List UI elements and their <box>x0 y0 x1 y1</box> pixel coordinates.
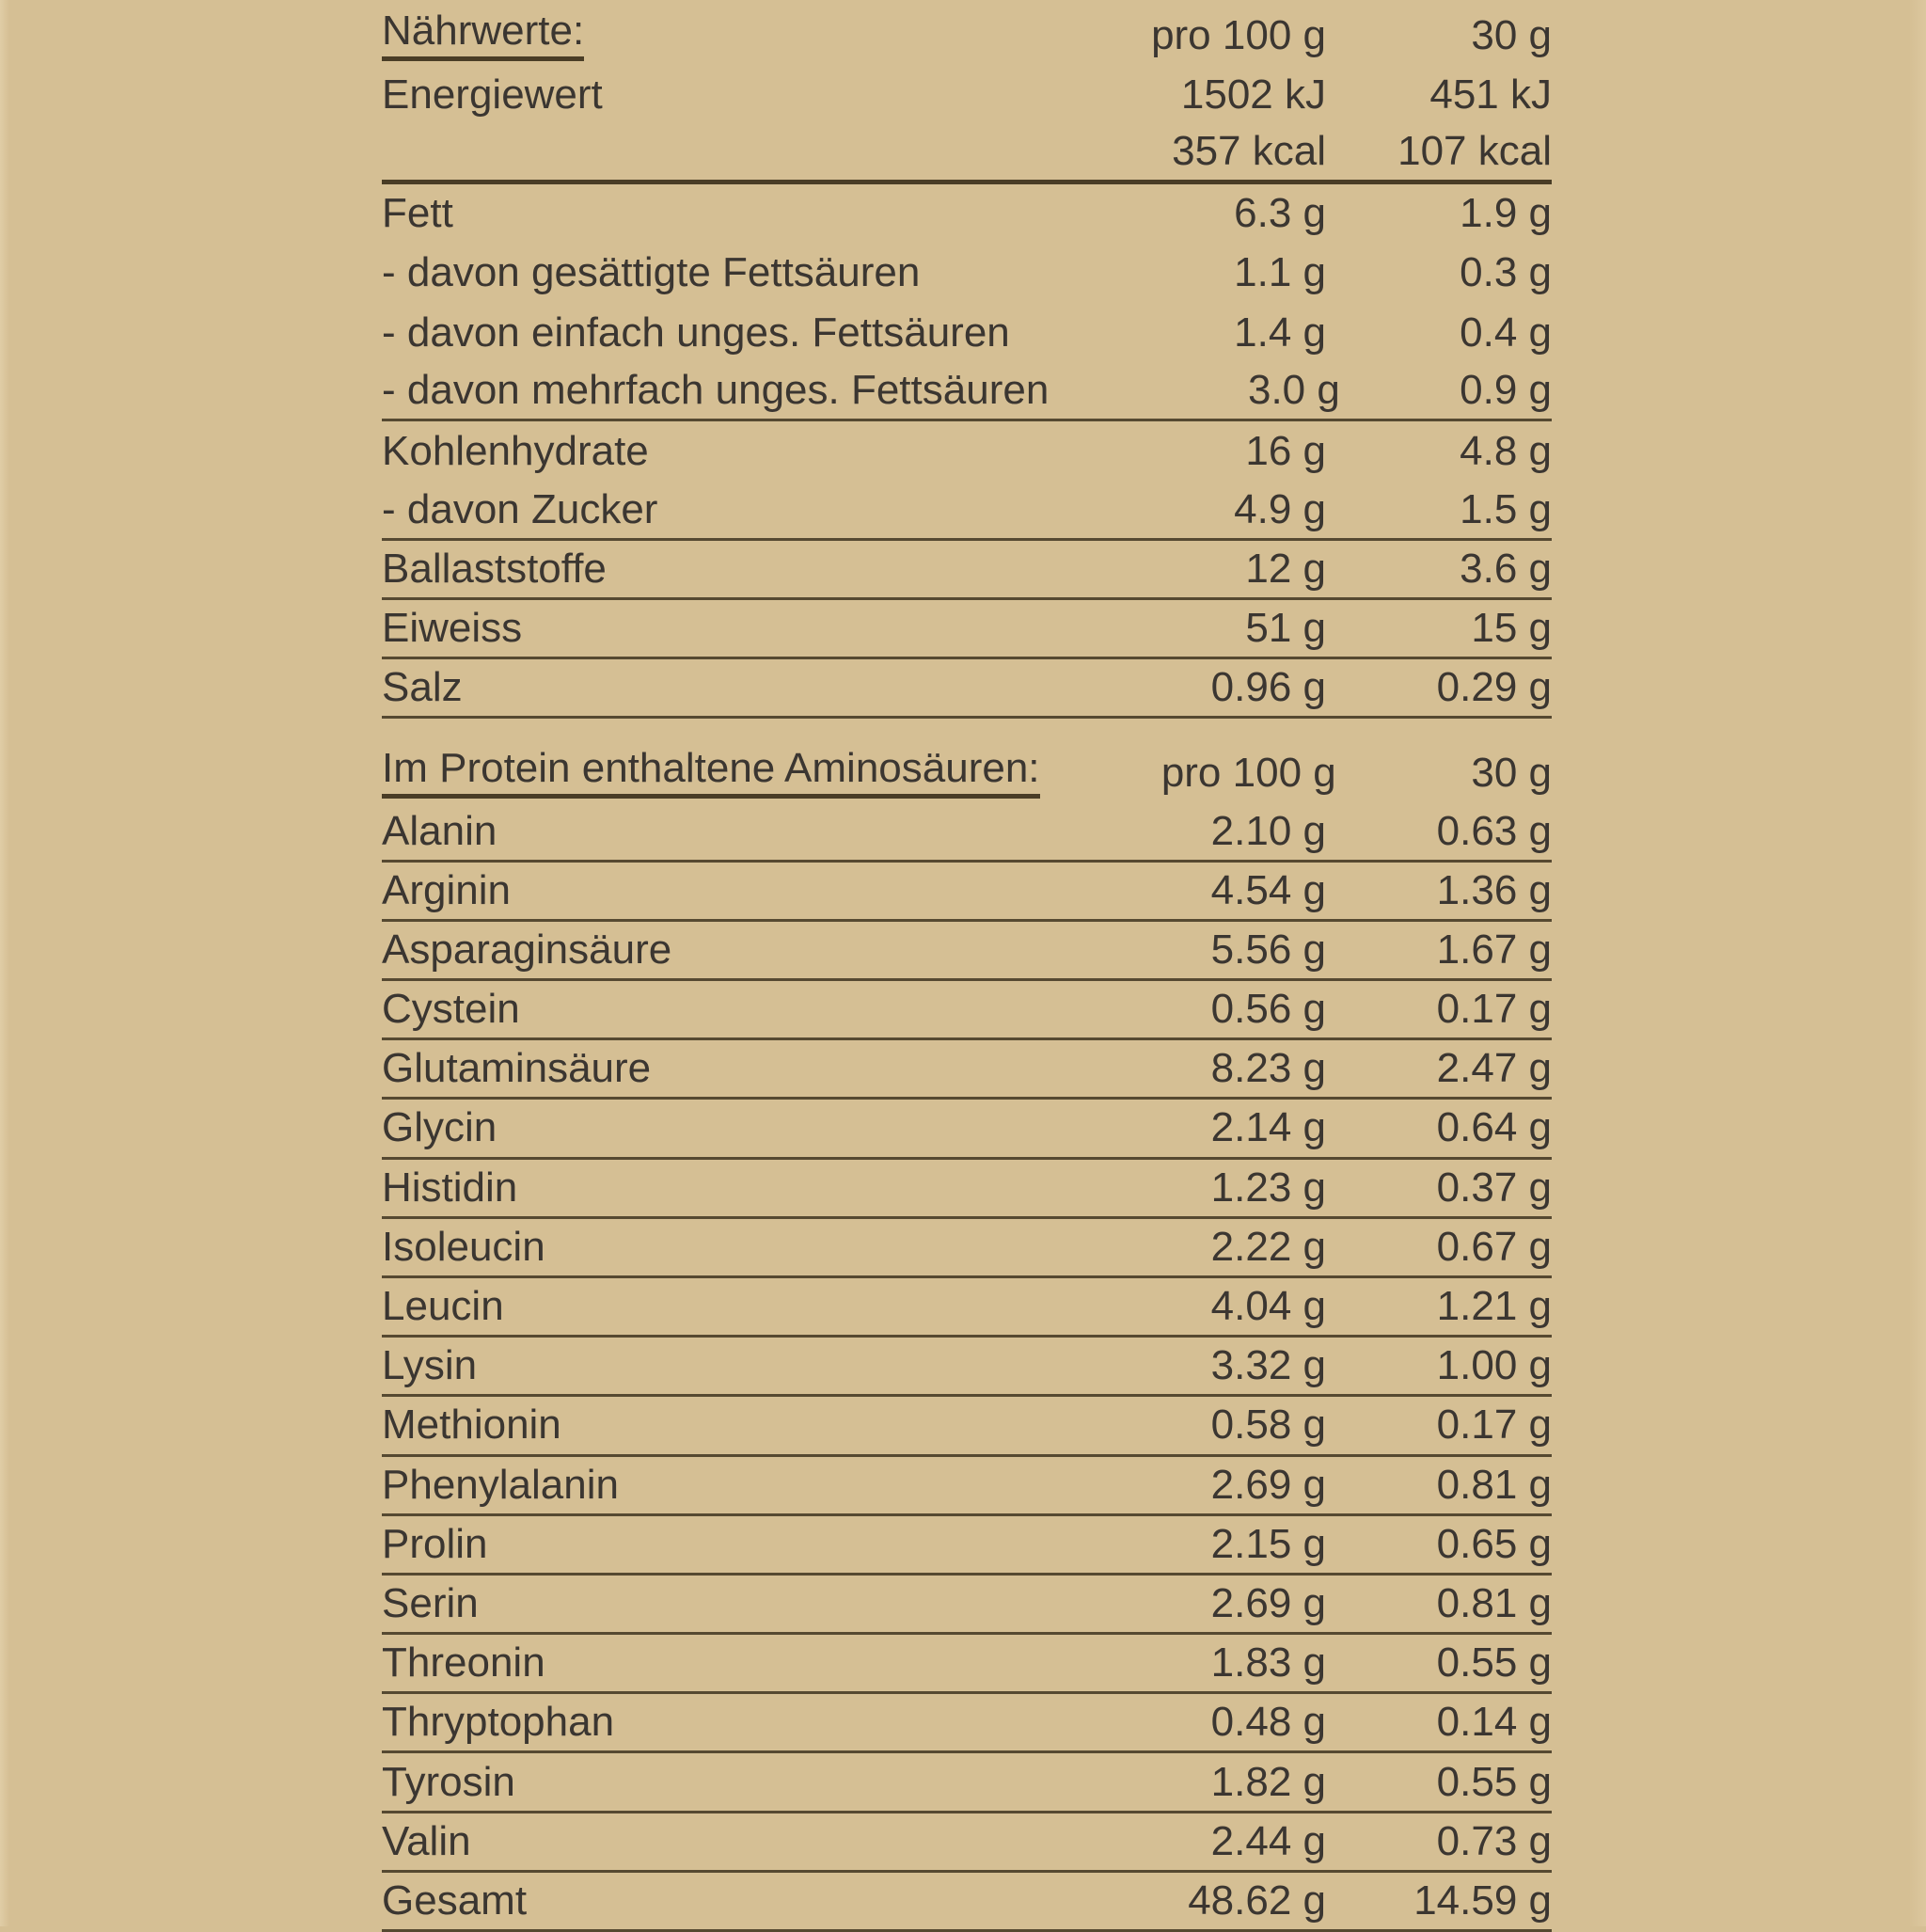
col-header-serving: 30 g <box>1326 15 1552 56</box>
value-per-100g: 2.14 g <box>1016 1107 1326 1148</box>
table-row <box>382 362 1552 421</box>
value-per-100g: 0.58 g <box>1016 1404 1326 1446</box>
value-per-100g: 48.62 g <box>1016 1880 1326 1922</box>
value-per-30g: 107 kcal <box>1326 131 1552 172</box>
table-row <box>382 65 1552 124</box>
section-title <box>382 10 1016 61</box>
row-label: Glutaminsäure <box>382 1048 1016 1089</box>
table-row <box>382 1100 1552 1159</box>
value-per-30g: 1.21 g <box>1326 1286 1552 1327</box>
row-label: Serin <box>382 1583 1016 1624</box>
value-per-100g: 51 g <box>1016 608 1326 649</box>
value-per-30g: 0.17 g <box>1326 1404 1552 1446</box>
value-per-100g: 4.04 g <box>1016 1286 1326 1327</box>
row-label: Energiewert <box>382 74 1016 116</box>
row-label: Ballaststoffe <box>382 548 1016 590</box>
table-row <box>382 981 1552 1040</box>
value-per-30g: 15 g <box>1326 608 1552 649</box>
value-per-30g: 2.47 g <box>1326 1048 1552 1089</box>
value-per-100g: 6.3 g <box>1016 193 1326 234</box>
value-per-100g: 357 kcal <box>1016 131 1326 172</box>
value-per-30g: 0.3 g <box>1326 252 1552 293</box>
row-label: Methionin <box>382 1404 1016 1446</box>
value-per-100g: 0.48 g <box>1016 1702 1326 1743</box>
row-label: Fett <box>382 193 1016 234</box>
value-per-100g: 3.0 g <box>1049 370 1340 411</box>
row-label: - davon einfach unges. Fettsäuren <box>382 312 1016 354</box>
col-header-serving: 30 g <box>1336 752 1552 794</box>
value-per-100g: 2.10 g <box>1016 811 1326 852</box>
value-per-30g: 0.67 g <box>1326 1227 1552 1268</box>
table-row <box>382 1576 1552 1635</box>
row-label: Histidin <box>382 1167 1016 1209</box>
row-label: - davon mehrfach unges. Fettsäuren <box>382 370 1049 411</box>
value-per-30g: 0.29 g <box>1326 667 1552 708</box>
value-per-100g: 0.96 g <box>1016 667 1326 708</box>
value-per-100g: 2.15 g <box>1016 1524 1326 1565</box>
row-label: - davon gesättigte Fettsäuren <box>382 252 1016 293</box>
table-row <box>382 1338 1552 1397</box>
table-row <box>382 1873 1552 1932</box>
row-label: Leucin <box>382 1286 1016 1327</box>
section-gap <box>382 719 1552 743</box>
col-header-per-100g: pro 100 g <box>1040 752 1336 794</box>
table-row <box>382 1219 1552 1278</box>
value-per-30g: 0.65 g <box>1326 1524 1552 1565</box>
value-per-100g: 1.82 g <box>1016 1762 1326 1803</box>
value-per-100g: 2.44 g <box>1016 1821 1326 1862</box>
table-row <box>382 184 1552 244</box>
value-per-100g: 4.9 g <box>1016 489 1326 531</box>
row-label: Kohlenhydrate <box>382 431 1016 472</box>
value-per-100g: 2.22 g <box>1016 1227 1326 1268</box>
table-row <box>382 541 1552 600</box>
row-label: Thryptophan <box>382 1702 1016 1743</box>
table-row <box>382 124 1552 183</box>
value-per-100g: 0.56 g <box>1016 989 1326 1030</box>
row-label: Cystein <box>382 989 1016 1030</box>
table-row <box>382 659 1552 719</box>
section-title <box>382 748 1040 799</box>
row-label: Prolin <box>382 1524 1016 1565</box>
section-header-row <box>382 6 1552 65</box>
row-label: Alanin <box>382 811 1016 852</box>
table-row <box>382 1635 1552 1694</box>
row-label: Salz <box>382 667 1016 708</box>
table-row <box>382 863 1552 922</box>
table-row <box>382 1040 1552 1100</box>
table-row <box>382 1813 1552 1873</box>
col-header-per-100g: pro 100 g <box>1016 15 1326 56</box>
table-row <box>382 1753 1552 1813</box>
table-row <box>382 1516 1552 1576</box>
value-per-30g: 3.6 g <box>1326 548 1552 590</box>
value-per-30g: 451 kJ <box>1326 74 1552 116</box>
value-per-100g: 5.56 g <box>1016 929 1326 971</box>
table-row <box>382 802 1552 862</box>
value-per-100g: 1.23 g <box>1016 1167 1326 1209</box>
table-row <box>382 1397 1552 1456</box>
row-label: Phenylalanin <box>382 1465 1016 1506</box>
value-per-30g: 4.8 g <box>1326 431 1552 472</box>
value-per-30g: 0.9 g <box>1340 370 1552 411</box>
table-row <box>382 482 1552 541</box>
value-per-100g: 1.83 g <box>1016 1642 1326 1684</box>
value-per-100g: 2.69 g <box>1016 1465 1326 1506</box>
row-label: - davon Zucker <box>382 489 1016 531</box>
row-label: Arginin <box>382 870 1016 911</box>
value-per-100g: 4.54 g <box>1016 870 1326 911</box>
nutrition-table <box>382 6 1552 1932</box>
value-per-30g: 0.73 g <box>1326 1821 1552 1862</box>
section-header-row <box>382 743 1552 802</box>
value-per-100g: 16 g <box>1016 431 1326 472</box>
value-per-30g: 1.00 g <box>1326 1345 1552 1386</box>
value-per-30g: 0.81 g <box>1326 1465 1552 1506</box>
value-per-30g: 0.17 g <box>1326 989 1552 1030</box>
row-label: Eiweiss <box>382 608 1016 649</box>
value-per-30g: 0.55 g <box>1326 1642 1552 1684</box>
table-row <box>382 421 1552 481</box>
value-per-30g: 1.36 g <box>1326 870 1552 911</box>
value-per-100g: 1.1 g <box>1016 252 1326 293</box>
value-per-30g: 0.63 g <box>1326 811 1552 852</box>
table-row <box>382 1694 1552 1753</box>
value-per-100g: 1502 kJ <box>1016 74 1326 116</box>
row-label: Lysin <box>382 1345 1016 1386</box>
value-per-30g: 0.14 g <box>1326 1702 1552 1743</box>
row-label: Tyrosin <box>382 1762 1016 1803</box>
table-row <box>382 1160 1552 1219</box>
section-title-text: Nährwerte: <box>382 10 584 61</box>
table-row <box>382 922 1552 981</box>
table-row <box>382 1457 1552 1516</box>
value-per-30g: 1.67 g <box>1326 929 1552 971</box>
value-per-30g: 0.55 g <box>1326 1762 1552 1803</box>
row-label: Valin <box>382 1821 1016 1862</box>
row-label: Threonin <box>382 1642 1016 1684</box>
row-label: Isoleucin <box>382 1227 1016 1268</box>
table-row <box>382 1278 1552 1338</box>
table-row <box>382 303 1552 362</box>
value-per-30g: 0.64 g <box>1326 1107 1552 1148</box>
value-per-30g: 1.9 g <box>1326 193 1552 234</box>
row-label: Gesamt <box>382 1880 1016 1922</box>
value-per-100g: 8.23 g <box>1016 1048 1326 1089</box>
value-per-30g: 0.37 g <box>1326 1167 1552 1209</box>
value-per-100g: 2.69 g <box>1016 1583 1326 1624</box>
row-label: Glycin <box>382 1107 1016 1148</box>
section-title-text: Im Protein enthaltene Aminosäuren: <box>382 748 1040 799</box>
value-per-30g: 0.4 g <box>1326 312 1552 354</box>
value-per-30g: 0.81 g <box>1326 1583 1552 1624</box>
value-per-100g: 1.4 g <box>1016 312 1326 354</box>
table-row <box>382 600 1552 659</box>
value-per-30g: 14.59 g <box>1326 1880 1552 1922</box>
value-per-100g: 12 g <box>1016 548 1326 590</box>
value-per-30g: 1.5 g <box>1326 489 1552 531</box>
value-per-100g: 3.32 g <box>1016 1345 1326 1386</box>
table-row <box>382 244 1552 303</box>
row-label: Asparaginsäure <box>382 929 1016 971</box>
